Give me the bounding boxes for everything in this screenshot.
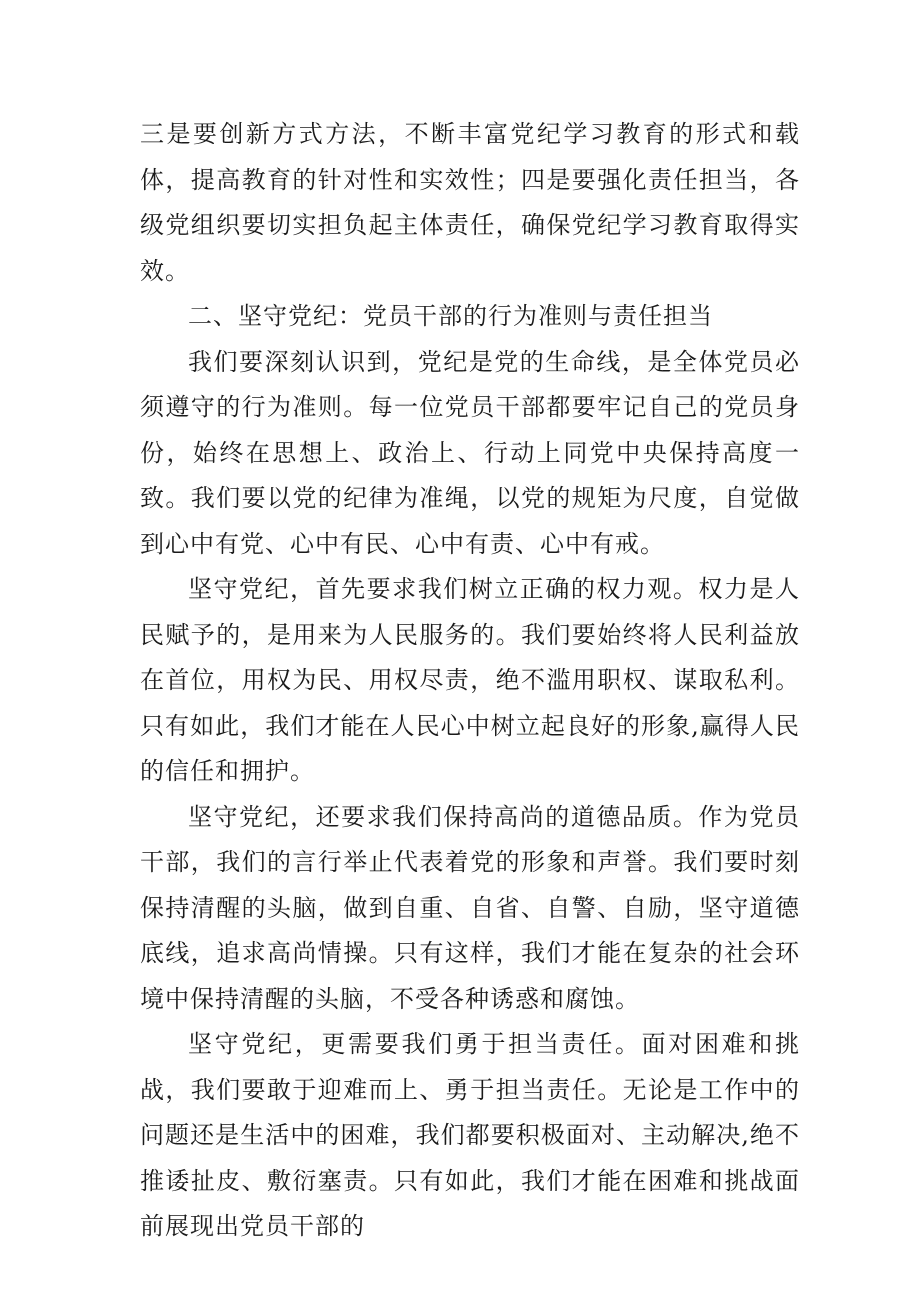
body-paragraph: 坚守党纪，更需要我们勇于担当责任。面对困难和挑战，我们要敢于迎难而上、勇于担当责任。无论是工作中的问题还是生活中的困难，我们都要积极面对、主动解决,绝不推诿扯皮、敷衍塞责。只有如此，我们才能在困难和挑战面前展现出党员干部的 <box>140 1030 800 1240</box>
document-body <box>140 112 800 1250</box>
body-paragraph: 坚守党纪，首先要求我们树立正确的权力观。权力是人民赋予的，是用来为人民服务的。我们要始终将人民利益放在首位，用权为民、用权尽责，绝不滥用职权、谋取私利。只有如此，我们才能在人民心中树立起良好的形象,赢得人民的信任和拥护。 <box>140 575 800 785</box>
body-paragraph: 坚守党纪，还要求我们保持高尚的道德品质。作为党员干部，我们的言行举止代表着党的形象和声誉。我们要时刻保持清醒的头脑，做到自重、自省、自警、自励，坚守道德底线，追求高尚情操。只有这样，我们才能在复杂的社会环境中保持清醒的头脑，不受各种诱惑和腐蚀。 <box>140 802 800 1013</box>
body-paragraph: 三是要创新方式方法，不断丰富党纪学习教育的形式和载体，提高教育的针对性和实效性；四是要强化责任担当，各级党组织要切实担负起主体责任，确保党纪学习教育取得实效。 <box>140 120 800 285</box>
body-paragraph: 我们要深刻认识到，党纪是党的生命线，是全体党员必须遵守的行为准则。每一位党员干部都要牢记自己的党员身份，始终在思想上、政治上、行动上同党中央保持高度一致。我们要以党的纪律为准绳，以党的规矩为尺度，自觉做到心中有党、心中有民、心中有责、心中有戒。 <box>140 347 800 558</box>
section-heading: 二、坚守党纪：党员干部的行为准则与责任担当 <box>188 302 713 330</box>
